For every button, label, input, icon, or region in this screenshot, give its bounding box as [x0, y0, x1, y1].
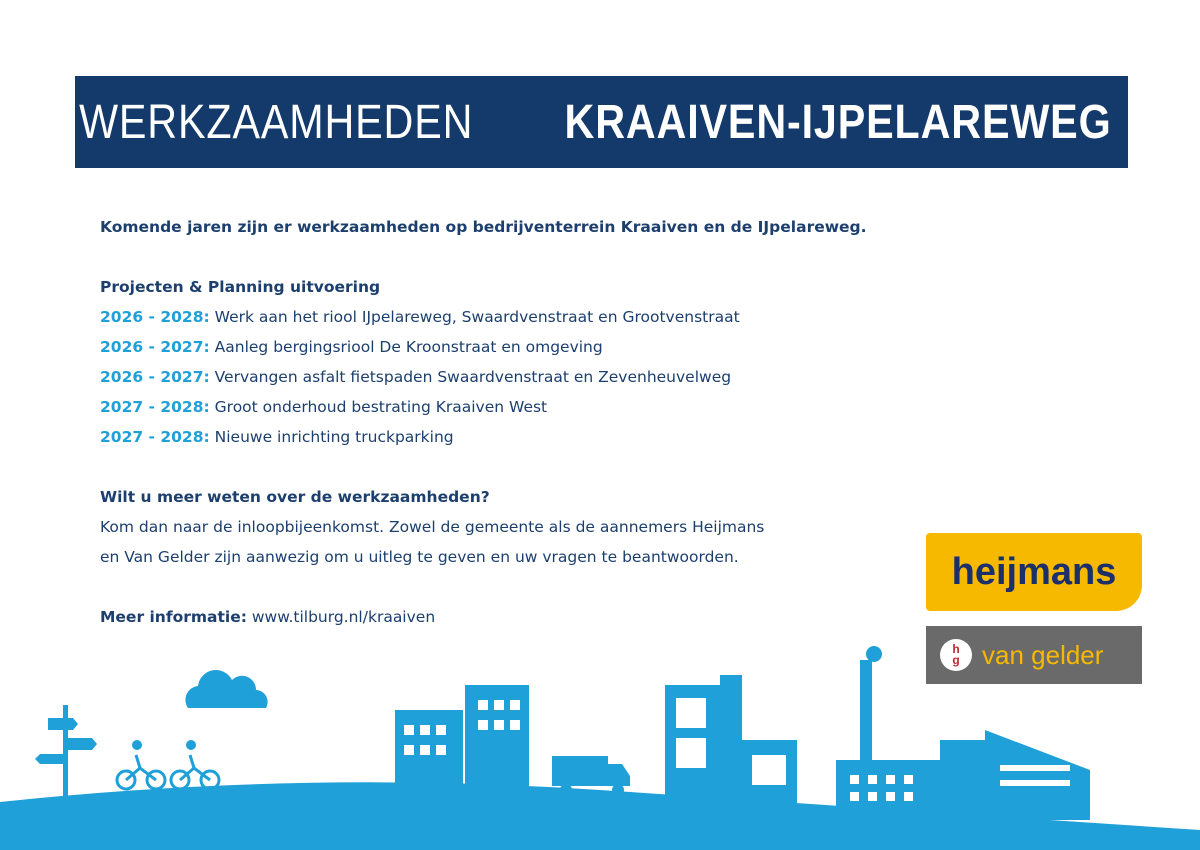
- project-years: 2027 - 2028:: [100, 428, 210, 446]
- heijmans-logo: [926, 533, 1142, 611]
- main-content: [100, 212, 900, 632]
- page-title-light: WERKZAAMHEDEN: [79, 95, 474, 149]
- project-item: [100, 392, 900, 422]
- cloud-icon: [185, 670, 267, 708]
- more-info: [100, 602, 900, 632]
- project-text: Nieuwe inrichting truckparking: [214, 428, 454, 446]
- intro-text: Komende jaren zijn er werkzaamheden op bedrijventerrein Kraaiven en de IJpelareweg.: [100, 218, 867, 236]
- project-years: 2026 - 2027:: [100, 368, 210, 386]
- project-item: [100, 302, 900, 332]
- cyclists-icon: [117, 755, 219, 789]
- project-item: [100, 332, 900, 362]
- hg-logo-icon: h g: [940, 639, 972, 671]
- info-heading: Wilt u meer weten over de werkzaamheden?: [100, 488, 490, 506]
- page-title-banner: [75, 76, 1128, 168]
- project-text: Groot onderhoud bestrating Kraaiven West: [214, 398, 548, 416]
- city-skyline-illustration: [0, 630, 1200, 850]
- project-years: 2026 - 2027:: [100, 338, 210, 356]
- info-line: en Van Gelder zijn aanwezig om u uitleg te geven en uw vragen te beantwoorden.: [100, 548, 739, 566]
- project-text: Vervangen asfalt fietspaden Swaardvenstraat en Zevenheuvelweg: [214, 368, 732, 386]
- project-item: [100, 422, 900, 452]
- project-text: Aanleg bergingsriool De Kroonstraat en omgeving: [214, 338, 603, 356]
- info-line: Kom dan naar de inloopbijeenkomst. Zowel de gemeente als de aannemers Heijmans: [100, 518, 765, 536]
- project-years: 2026 - 2028:: [100, 308, 210, 326]
- project-item: [100, 362, 900, 392]
- more-info-label: Meer informatie:: [100, 608, 247, 626]
- heijmans-logo-text: heijmans: [951, 550, 1117, 593]
- project-years: 2027 - 2028:: [100, 398, 210, 416]
- page-title-bold: KRAAIVEN-IJPELAREWEG: [564, 95, 1112, 149]
- projects-heading: Projecten & Planning uitvoering: [100, 278, 381, 296]
- van-gelder-logo-text: van gelder: [982, 639, 1104, 670]
- truck-icon: [552, 756, 608, 786]
- project-text: Werk aan het riool IJpelareweg, Swaardvenstraat en Grootvenstraat: [214, 308, 740, 326]
- more-info-link[interactable]: www.tilburg.nl/kraaiven: [251, 608, 436, 626]
